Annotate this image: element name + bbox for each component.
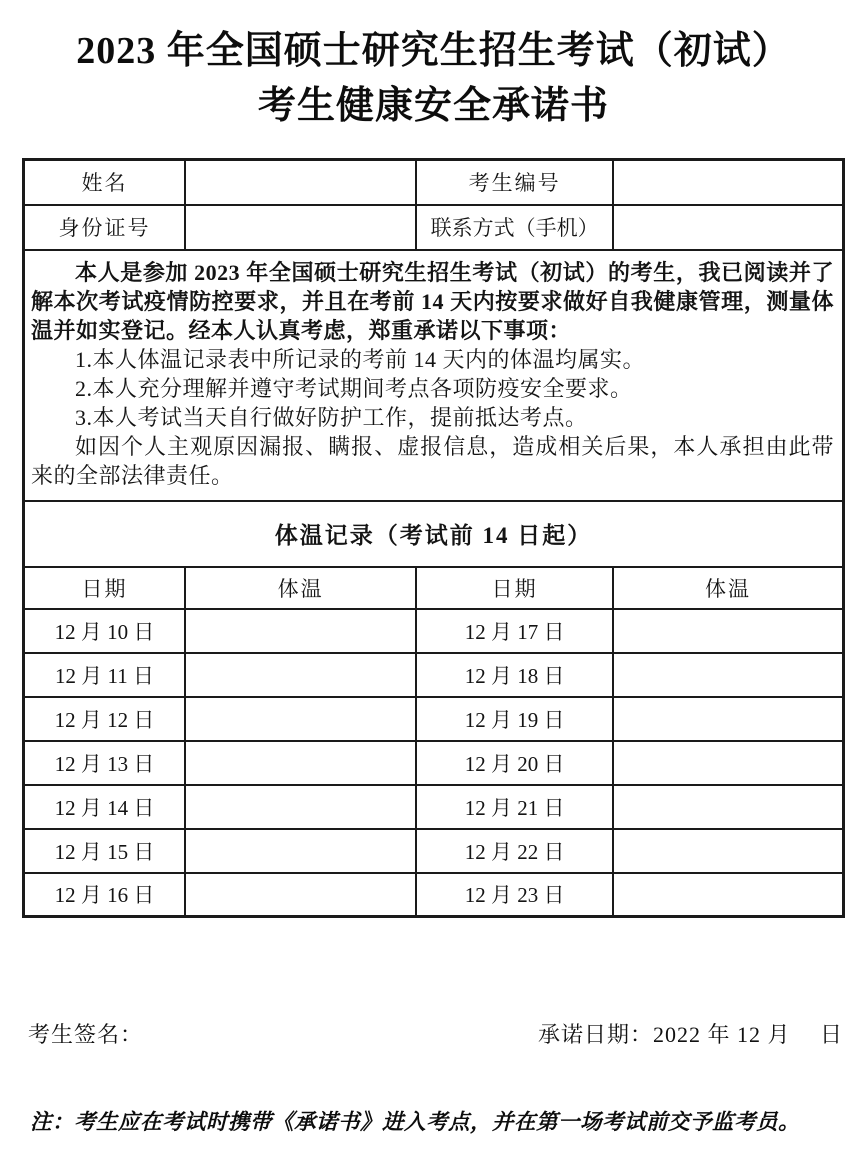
info-row-1 (24, 160, 844, 205)
commitment-item-3: 3.本人考试当天自行做好防护工作，提前抵达考点。 (75, 404, 588, 430)
phone-label: 联系方式（手机） (416, 205, 613, 250)
temp-cell (613, 785, 843, 829)
date-cell: 12 月 19 日 (416, 697, 613, 741)
date-cell: 12 月 16 日 (24, 873, 186, 917)
table-row (24, 741, 844, 785)
info-row-2 (24, 205, 844, 250)
temp-cell (185, 741, 416, 785)
temp-cell (613, 653, 843, 697)
temp-cell (185, 785, 416, 829)
table-row (24, 785, 844, 829)
temperature-title-row (24, 501, 844, 567)
commitment-item-1: 1.本人体温记录表中所记录的考前 14 天内的体温均属实。 (75, 346, 646, 372)
phone-value-cell (613, 205, 843, 250)
title-line-2: 考生健康安全承诺书 (257, 85, 609, 127)
temp-header-1: 体温 (185, 567, 416, 609)
commitment-closing: 如因个人主观原因漏报、瞒报、虚报信息，造成相关后果，本人承担由此带来的全部法律责任。 (31, 433, 834, 488)
footnote: 注：考生应在考试时携带《承诺书》进入考点，并在第一场考试前交予监考员。 (30, 1110, 801, 1134)
date-header-1: 日期 (24, 567, 186, 609)
candidate-number-label: 考生编号 (416, 160, 613, 205)
temperature-section-title: 体温记录（考试前 14 日起） (24, 501, 844, 567)
document-title (22, 24, 845, 134)
temp-cell (613, 697, 843, 741)
temp-cell (185, 697, 416, 741)
name-label: 姓名 (24, 160, 186, 205)
signature-label: 考生签名： (28, 1022, 144, 1047)
commitment-form-table (22, 158, 845, 918)
commitment-item-2: 2.本人充分理解并遵守考试期间考点各项防疫安全要求。 (75, 375, 633, 401)
id-number-value-cell (185, 205, 416, 250)
table-row (24, 609, 844, 653)
date-cell: 12 月 18 日 (416, 653, 613, 697)
candidate-number-value-cell (613, 160, 843, 205)
date-cell: 12 月 21 日 (416, 785, 613, 829)
temp-cell (185, 653, 416, 697)
date-cell: 12 月 14 日 (24, 785, 186, 829)
date-cell: 12 月 13 日 (24, 741, 186, 785)
temp-cell (613, 609, 843, 653)
temp-cell (185, 873, 416, 917)
table-row (24, 697, 844, 741)
signature-row (22, 1018, 845, 1049)
date-cell: 12 月 23 日 (416, 873, 613, 917)
date-cell: 12 月 10 日 (24, 609, 186, 653)
date-cell: 12 月 12 日 (24, 697, 186, 741)
commitment-row (24, 250, 844, 501)
table-row (24, 873, 844, 917)
date-cell: 12 月 11 日 (24, 653, 186, 697)
temp-cell (613, 873, 843, 917)
commitment-paragraph: 本人是参加 2023 年全国硕士研究生招生考试（初试）的考生，我已阅读并了解本次考试疫情防控要求，并且在考前 14 天内按要求做好自我健康管理，测量体温并如实登记。经本人认真考虑，郑重承诺以下事项： (31, 259, 834, 343)
table-row (24, 653, 844, 697)
date-cell: 12 月 20 日 (416, 741, 613, 785)
temp-cell (185, 609, 416, 653)
temp-cell (613, 829, 843, 873)
commitment-date-label: 承诺日期：2022 年 12 月 日 (537, 1022, 843, 1047)
temp-cell (613, 741, 843, 785)
title-line-1: 2023 年全国硕士研究生招生考试（初试） (76, 30, 791, 72)
date-cell: 12 月 22 日 (416, 829, 613, 873)
date-cell: 12 月 17 日 (416, 609, 613, 653)
name-value-cell (185, 160, 416, 205)
table-row (24, 829, 844, 873)
id-number-label: 身份证号 (24, 205, 186, 250)
date-cell: 12 月 15 日 (24, 829, 186, 873)
date-header-2: 日期 (416, 567, 613, 609)
temperature-header-row (24, 567, 844, 609)
temp-cell (185, 829, 416, 873)
commitment-text-cell (24, 250, 844, 501)
temp-header-2: 体温 (613, 567, 843, 609)
